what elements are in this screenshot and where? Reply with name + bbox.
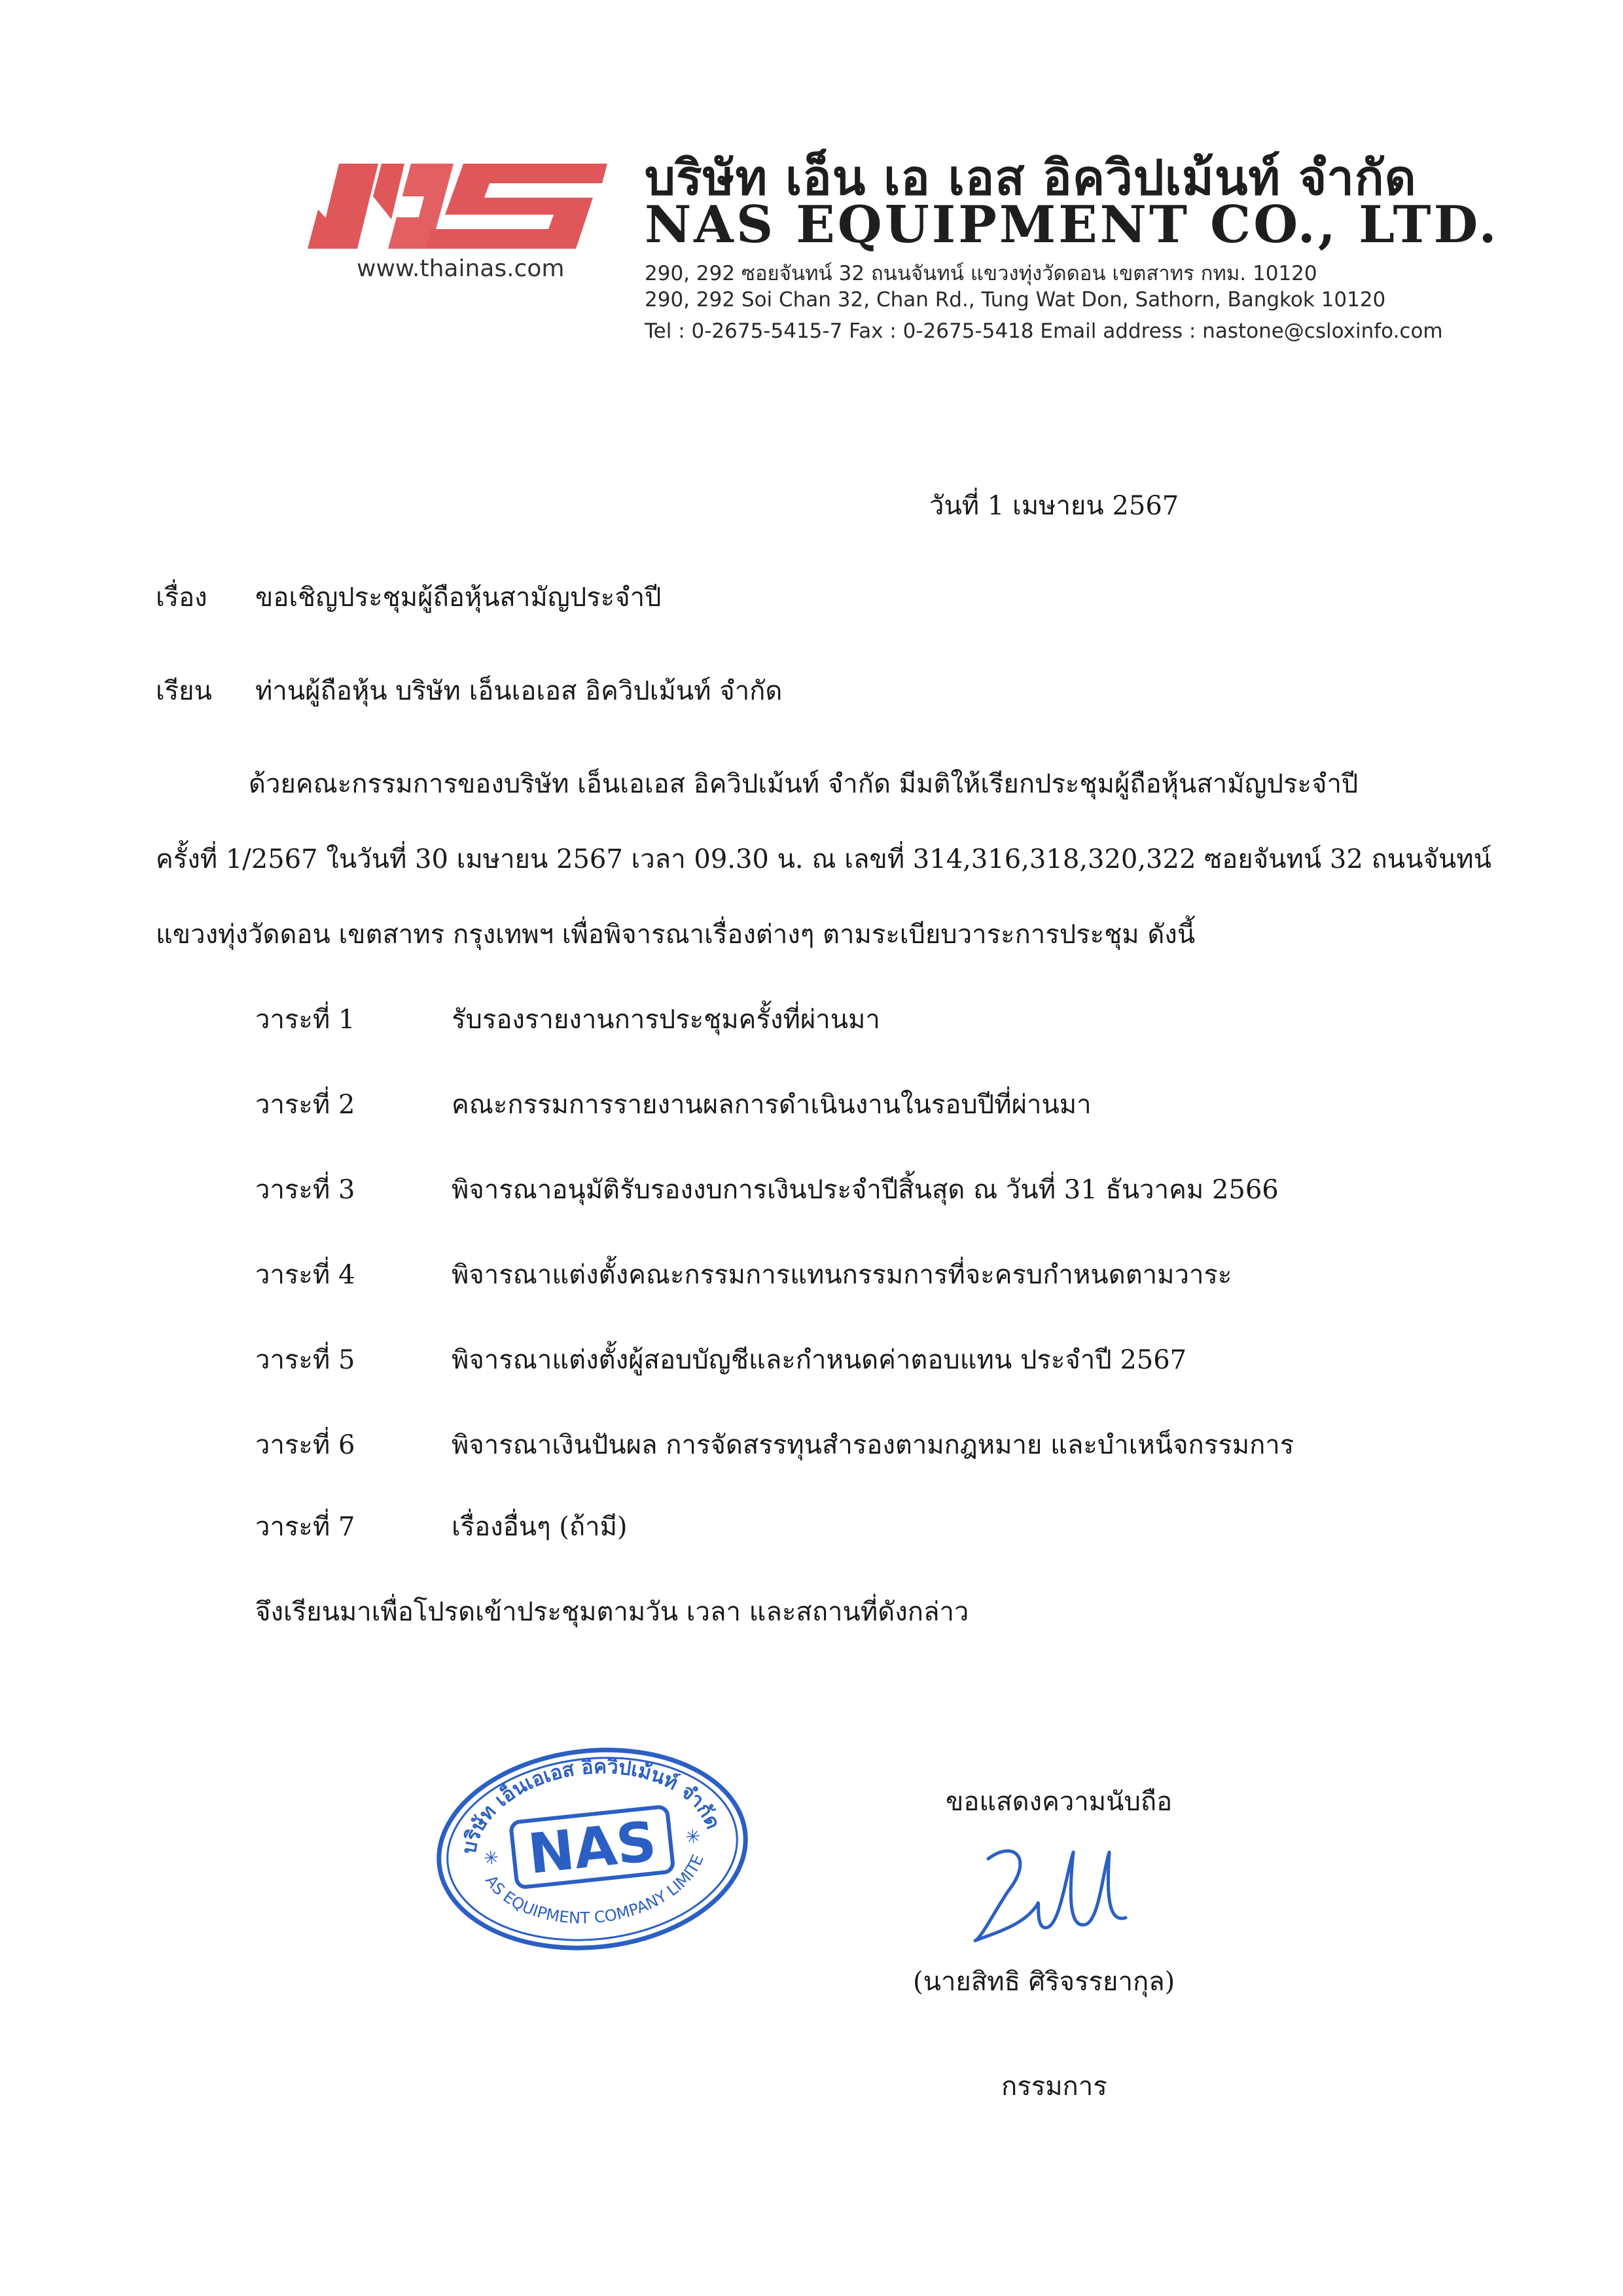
recipient-text: ท่านผู้ถือหุ้น บริษัท เอ็นเอเอส อิควิปเม้นท์ จำกัด xyxy=(255,676,783,706)
agenda-item-text: คณะกรรมการรายงานผลการดำเนินงานในรอบปีที่ผ่านมา xyxy=(452,1090,1092,1120)
company-website: www.thainas.com xyxy=(357,255,565,282)
paragraph-line-2: ครั้งที่ 1/2567 ในวันที่ 30 เมษายน 2567 เวลา 09.30 น. ณ เลขที่ 314,316,318,320,322 ซอยจันทน์ 32 ถนนจันทน์ xyxy=(156,844,1491,874)
agenda-item-text: เรื่องอื่นๆ (ถ้ามี) xyxy=(452,1512,628,1542)
agenda-item-label: วาระที่ 5 xyxy=(255,1345,355,1375)
paragraph-line-1: ด้วยคณะกรรมการของบริษัท เอ็นเอเอส อิควิปเม้นท์ จำกัด มีมติให้เรียกประชุมผู้ถือหุ้นสามัญประจำปี xyxy=(249,769,1359,799)
stamp-bottom-text: NAS EQUIPMENT COMPANY LIMITED xyxy=(481,1852,707,1928)
signer-name: (นายสิทธิ ศิริจรรยากุล) xyxy=(913,1967,1175,1997)
company-address-thai: 290, 292 ซอยจันทน์ 32 ถนนจันทน์ แขวงทุ่งวัดดอน เขตสาทร กทม. 10120 xyxy=(645,262,1317,285)
svg-text:✳: ✳ xyxy=(684,1825,702,1848)
signer-position: กรรมการ xyxy=(1001,2072,1107,2102)
agenda-item-text: พิจารณาแต่งตั้งคณะกรรมการแทนกรรมการที่จะครบกำหนดตามวาระ xyxy=(452,1260,1232,1290)
handwritten-signature xyxy=(962,1833,1132,1950)
agenda-item-label: วาระที่ 6 xyxy=(255,1430,355,1460)
agenda-item-text: รับรองรายงานการประชุมครั้งที่ผ่านมา xyxy=(452,1005,880,1035)
subject-text: ขอเชิญประชุมผู้ถือหุ้นสามัญประจำปี xyxy=(255,583,662,613)
nas-logo xyxy=(300,157,607,255)
agenda-item-label: วาระที่ 2 xyxy=(255,1090,355,1120)
regards-text: ขอแสดงความนับถือ xyxy=(946,1787,1173,1817)
nas-logo-mark xyxy=(308,164,607,249)
paragraph-line-3: แขวงทุ่งวัดดอน เขตสาทร กรุงเทพฯ เพื่อพิจารณาเรื่องต่างๆ ตามระเบียบวาระการประชุม ดังนี้ xyxy=(156,920,1196,950)
company-name-english: NAS EQUIPMENT CO., LTD. xyxy=(645,195,1499,255)
agenda-item-text: พิจารณาเงินปันผล การจัดสรรทุนสำรองตามกฎหมาย และบำเหน็จกรรมการ xyxy=(452,1430,1294,1460)
closing-line: จึงเรียนมาเพื่อโปรดเข้าประชุมตามวัน เวลา และสถานที่ดังกล่าว xyxy=(255,1597,969,1627)
stamp-top-text: บริษัท เอ็นเอเอส อิควิปเม้นท์ จำกัด xyxy=(457,1755,725,1856)
svg-text:✳: ✳ xyxy=(482,1846,500,1870)
agenda-item-label: วาระที่ 3 xyxy=(255,1175,355,1205)
agenda-item-text: พิจารณาอนุมัติรับรองงบการเงินประจำปีสิ้นสุด ณ วันที่ 31 ธันวาคม 2566 xyxy=(452,1175,1279,1205)
letter-date: วันที่ 1 เมษายน 2567 xyxy=(929,491,1179,521)
agenda-item-text: พิจารณาแต่งตั้งผู้สอบบัญชีและกำหนดค่าตอบแทน ประจำปี 2567 xyxy=(452,1345,1187,1375)
subject-label: เรื่อง xyxy=(156,583,207,613)
company-seal-stamp xyxy=(429,1741,756,1957)
company-name-thai: บริษัท เอ็น เอ เอส อิควิปเม้นท์ จำกัด xyxy=(645,150,1417,206)
agenda-item-label: วาระที่ 4 xyxy=(255,1260,355,1290)
agenda-item-label: วาระที่ 1 xyxy=(255,1005,355,1035)
recipient-label: เรียน xyxy=(156,676,212,706)
company-contact: Tel : 0-2675-5415-7 Fax : 0-2675-5418 Email address : nastone@csloxinfo.com xyxy=(645,319,1443,343)
agenda-item-label: วาระที่ 7 xyxy=(255,1512,355,1542)
company-address-english: 290, 292 Soi Chan 32, Chan Rd., Tung Wat Don, Sathorn, Bangkok 10120 xyxy=(645,288,1386,312)
stamp-center-text: NAS xyxy=(525,1809,660,1886)
